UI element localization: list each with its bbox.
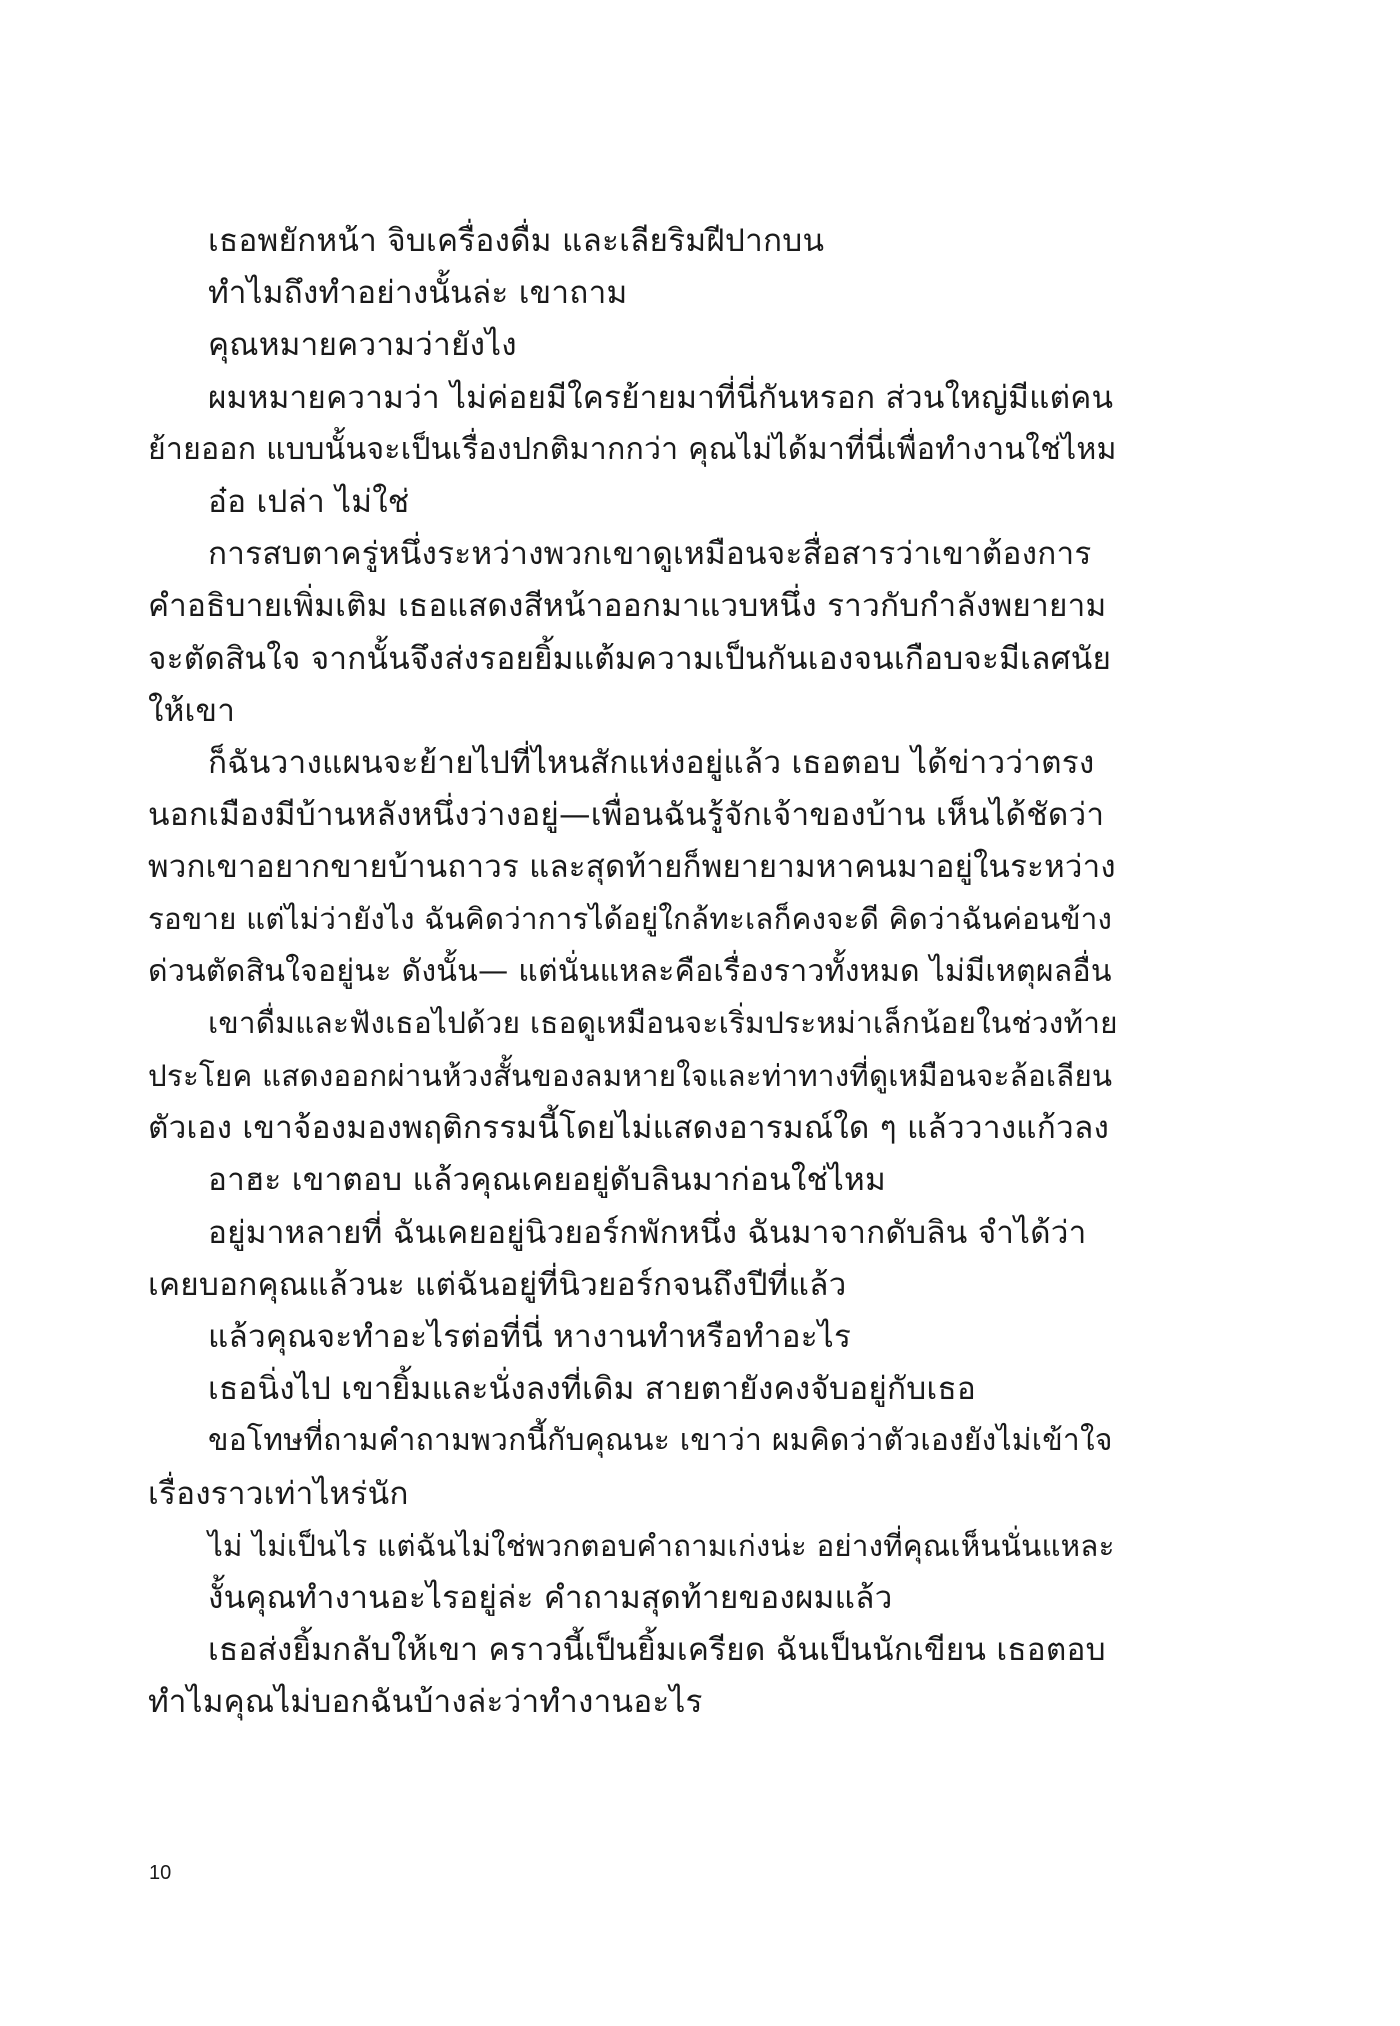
text-line: นอกเมืองมีบ้านหลังหนึ่งว่างอยู่—เพื่อนฉันรู้จักเจ้าของบ้าน เห็นได้ชัดว่า	[148, 797, 1105, 834]
text-line: เรื่องราวเท่าไหร่นัก	[148, 1475, 409, 1512]
text-line: เธอพยักหน้า จิบเครื่องดื่ม และเลียริมฝีปากบน	[208, 223, 825, 259]
page-number: 10	[149, 1862, 172, 1884]
text-line: เธอส่งยิ้มกลับให้เขา คราวนี้เป็นยิ้มเครียด ฉันเป็นนักเขียน เธอตอบ	[208, 1632, 1106, 1669]
text-line: เคยบอกคุณแล้วนะ แต่ฉันอยู่ที่นิวยอร์กจนถึงปีที่แล้ว	[148, 1266, 847, 1303]
text-line: ผมหมายความว่า ไม่ค่อยมีใครย้ายมาที่นี่กันหรอก ส่วนใหญ่มีแต่คน	[208, 379, 1114, 416]
text-line: อาฮะ เขาตอบ แล้วคุณเคยอยู่ดับลินมาก่อนใช่ไหม	[208, 1162, 886, 1199]
text-line: ย้ายออก แบบนั้นจะเป็นเรื่องปกติมากกว่า คุณไม่ได้มาที่นี่เพื่อทำงานใช่ไหม	[148, 431, 1117, 467]
text-line: ทำไมถึงทำอย่างนั้นล่ะ เขาถาม	[208, 275, 628, 312]
text-line: ไม่ ไม่เป็นไร แต่ฉันไม่ใช่พวกตอบคำถามเก่งน่ะ อย่างที่คุณเห็นนั่นแหละ	[208, 1528, 1115, 1563]
text-line: ขอโทษที่ถามคำถามพวกนี้กับคุณนะ เขาว่า ผมคิดว่าตัวเองยังไม่เข้าใจ	[208, 1423, 1113, 1459]
text-line: คำอธิบายเพิ่มเติม เธอแสดงสีหน้าออกมาแวบหนึ่ง ราวกับกำลังพยายาม	[148, 588, 1107, 625]
text-line: ให้เขา	[148, 692, 236, 729]
text-line: อยู่มาหลายที่ ฉันเคยอยู่นิวยอร์กพักหนึ่ง ฉันมาจากดับลิน จำได้ว่า	[208, 1214, 1087, 1251]
text-line: การสบตาครู่หนึ่งระหว่างพวกเขาดูเหมือนจะสื่อสารว่าเขาต้องการ	[208, 536, 1092, 573]
text-line: อ๋อ เปล่า ไม่ใช่	[208, 483, 410, 520]
body-text	[148, 215, 1118, 1728]
text-line: แล้วคุณจะทำอะไรต่อที่นี่ หางานทำหรือทำอะไร	[208, 1318, 852, 1355]
text-line: คุณหมายความว่ายังไง	[208, 327, 517, 364]
text-line: จะตัดสินใจ จากนั้นจึงส่งรอยยิ้มแต้มความเป็นกันเองจนเกือบจะมีเลศนัย	[148, 640, 1112, 677]
text-line: ประโยค แสดงออกผ่านห้วงสั้นของลมหายใจและท่าทางที่ดูเหมือนจะล้อเลียน	[148, 1059, 1113, 1093]
text-line: ตัวเอง เขาจ้องมองพฤติกรรมนี้โดยไม่แสดงอารมณ์ใด ๆ แล้ววางแก้วลง	[148, 1110, 1110, 1147]
text-line: รอขาย แต่ไม่ว่ายังไง ฉันคิดว่าการได้อยู่ใกล้ทะเลก็คงจะดี คิดว่าฉันค่อนข้าง	[148, 902, 1113, 937]
text-line: เขาดื่มและฟังเธอไปด้วย เธอดูเหมือนจะเริ่มประหม่าเล็กน้อยในช่วงท้าย	[208, 1005, 1118, 1041]
text-line: เธอนิ่งไป เขายิ้มและนั่งลงที่เดิม สายตายังคงจับอยู่กับเธอ	[208, 1371, 976, 1408]
text-line: พวกเขาอยากขายบ้านถาวร และสุดท้ายก็พยายามหาคนมาอยู่ในระหว่าง	[148, 849, 1116, 886]
text-line: ทำไมคุณไม่บอกฉันบ้างล่ะว่าทำงานอะไร	[148, 1684, 703, 1721]
text-line: ก็ฉันวางแผนจะย้ายไปที่ไหนสักแห่งอยู่แล้ว เธอตอบ ได้ข่าวว่าตรง	[208, 744, 1095, 781]
text-line: งั้นคุณทำงานอะไรอยู่ล่ะ คำถามสุดท้ายของผมแล้ว	[208, 1579, 893, 1616]
text-line: ด่วนตัดสินใจอยู่นะ ดังนั้น— แต่นั่นแหละคือเรื่องราวทั้งหมด ไม่มีเหตุผลอื่น	[148, 953, 1112, 989]
